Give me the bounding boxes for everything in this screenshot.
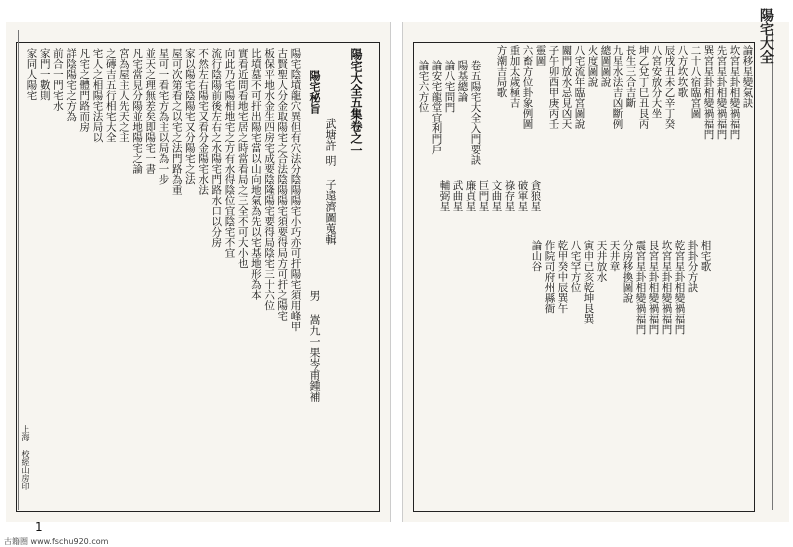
text-column: 八方坎坎歌 [676, 45, 689, 98]
text-column: 乾宮星卦相變禍福門 [673, 240, 686, 335]
text-column: 卷五陽宅大全入門要訣 [469, 60, 482, 165]
text-column: 子午卯酉甲庚丙壬 [547, 45, 560, 129]
text-column: 八宮安放分大坐 [650, 45, 663, 119]
text-column: 輔弼星 [438, 180, 451, 212]
text-column: 廉貞星 [464, 180, 477, 212]
text-column: 古賢聖人分金取陽宅之合法陰陽陽宅須要得局方可扞之陽宅 [276, 48, 289, 321]
text-column: 論宅六方位 [417, 60, 430, 113]
text-column: 巽宮星卦相變禍福門 [702, 45, 715, 140]
text-column: 辰戌丑未乙辛丁癸 [663, 45, 676, 129]
text-column: 凡宅之體門路而房 [78, 48, 91, 132]
text-column: 星可一看宅方為主以局為一步 [157, 48, 170, 185]
text-column: 家以陽宅陰陽宅又分陽宅之法 [183, 48, 196, 185]
author-line: 明 子遠濟圖蒐輯 [324, 155, 337, 245]
text-column: 論移星變氣訣 [741, 45, 754, 108]
book-title: 陽宅大全五集卷之一 [349, 48, 363, 156]
text-column: 乾甲癸中辰巽午 [556, 240, 569, 314]
text-column: 宮為屋主人先天之主 [117, 48, 130, 143]
text-column: 巨門星 [477, 180, 490, 212]
text-column: 方潮吉局歌 [495, 45, 508, 98]
text-column: 詳陰陽宅之方為 [65, 48, 78, 122]
text-column: 卦卦分方訣 [686, 240, 699, 293]
text-column: 寅申已亥乾坤艮巽 [582, 240, 595, 324]
text-column: 破軍星 [516, 180, 529, 212]
text-column: 天井章 [608, 240, 621, 272]
text-column: 凡宅當見分陽並地陽宅之論 [131, 48, 144, 174]
text-column: 二十八宿臨宮圖 [689, 45, 702, 119]
bottom-left-imprint: 上海 校經山房印 [21, 425, 30, 490]
text-column: 板保平地水金生四房宅成要陰隆陽宅要得局陰宅三十六位 [263, 48, 276, 311]
section-title: 陽宅秘旨 [308, 70, 321, 114]
text-column: 之磚吉五行相宅大全 [104, 48, 117, 143]
text-column: 並天之理無差矣即陽宅一書 [144, 48, 157, 174]
text-column: 總圖圖說 [599, 45, 612, 87]
text-column: 比墳墓不可扞出陽宅當以山向地氣為先以宅基地形為本 [249, 48, 262, 300]
text-column: 火度圖說 [586, 45, 599, 87]
text-column: 坤乙兌丁巳丑艮丙 [637, 45, 650, 129]
text-column: 六畜方位卦象例圖 [521, 45, 534, 129]
text-column: 家門一數則 [38, 48, 51, 101]
text-column: 論安宅龍堂宜利門戶 [430, 60, 443, 155]
text-column: 分房移換圖說 [621, 240, 634, 303]
editor-line: 男 嵩九一果岑甫鍾補 [308, 290, 321, 402]
text-column: 九星水法吉凶斷例 [611, 45, 624, 129]
text-column: 長生三合吉斷 [624, 45, 637, 108]
text-column: 作院司府州縣衙 [543, 240, 556, 314]
text-column: 家同人陽宅 [25, 48, 38, 101]
left-spine [6, 30, 19, 510]
text-column: 關門放水忌見凶天 [560, 45, 573, 129]
text-column: 坎宮星卦相變禍福門 [728, 45, 741, 140]
text-column: 八宅流年臨宮圖說 [573, 45, 586, 129]
text-column: 祿存星 [503, 180, 516, 212]
text-column: 流行陰陽前後左右之水陽宅門路水口以分房 [210, 48, 223, 248]
text-column: 陽宅陰墳龍穴異但有穴法分陰陽陽宅小巧亦可扞陽宅須用峰甲 [289, 48, 302, 332]
text-column: 屋可次第看之以宅之法門路為重 [170, 48, 183, 195]
text-column: 前合一門宅水 [51, 48, 64, 111]
text-column: 不然左右陽宅又看分金陽宅水法 [197, 48, 210, 195]
text-column: 艮宮星卦相變禍福門 [647, 240, 660, 335]
right-spine [772, 30, 787, 510]
text-column: 八宅罕方位 [569, 240, 582, 293]
text-column: 先宮星卦相變禍福門 [715, 45, 728, 140]
text-column: 陽基總論 [456, 60, 469, 102]
text-column: 震宮星卦相變禍福門 [634, 240, 647, 335]
text-column: 坎宮星卦相變禍福門 [660, 240, 673, 335]
text-column: 天井放水 [595, 240, 608, 282]
text-column: 實看近問看地宅居之時當看局之三全不可大小也 [236, 48, 249, 269]
author-sub: 武塘許 [324, 118, 337, 151]
watermark: 古籍圈 www.fschu920.com [4, 537, 109, 546]
text-column: 論山谷 [530, 240, 543, 272]
text-column: 靈圖 [534, 45, 547, 66]
text-column: 文曲星 [490, 180, 503, 212]
page-number: 1 [35, 520, 43, 534]
text-column: 向此乃宅陽相地宅之方有水得陰位宜陰宅不宜 [223, 48, 236, 258]
text-column: 重加太歲極吉 [508, 45, 521, 108]
spine-title: 陽宅大全 [758, 8, 774, 64]
text-column: 宅人之相陽宅法局以 [91, 48, 104, 143]
text-column: 貪狼星 [529, 180, 542, 212]
text-column: 相宅歌 [699, 240, 712, 272]
text-column: 論八宅問門 [443, 60, 456, 113]
text-column: 武曲星 [451, 180, 464, 212]
